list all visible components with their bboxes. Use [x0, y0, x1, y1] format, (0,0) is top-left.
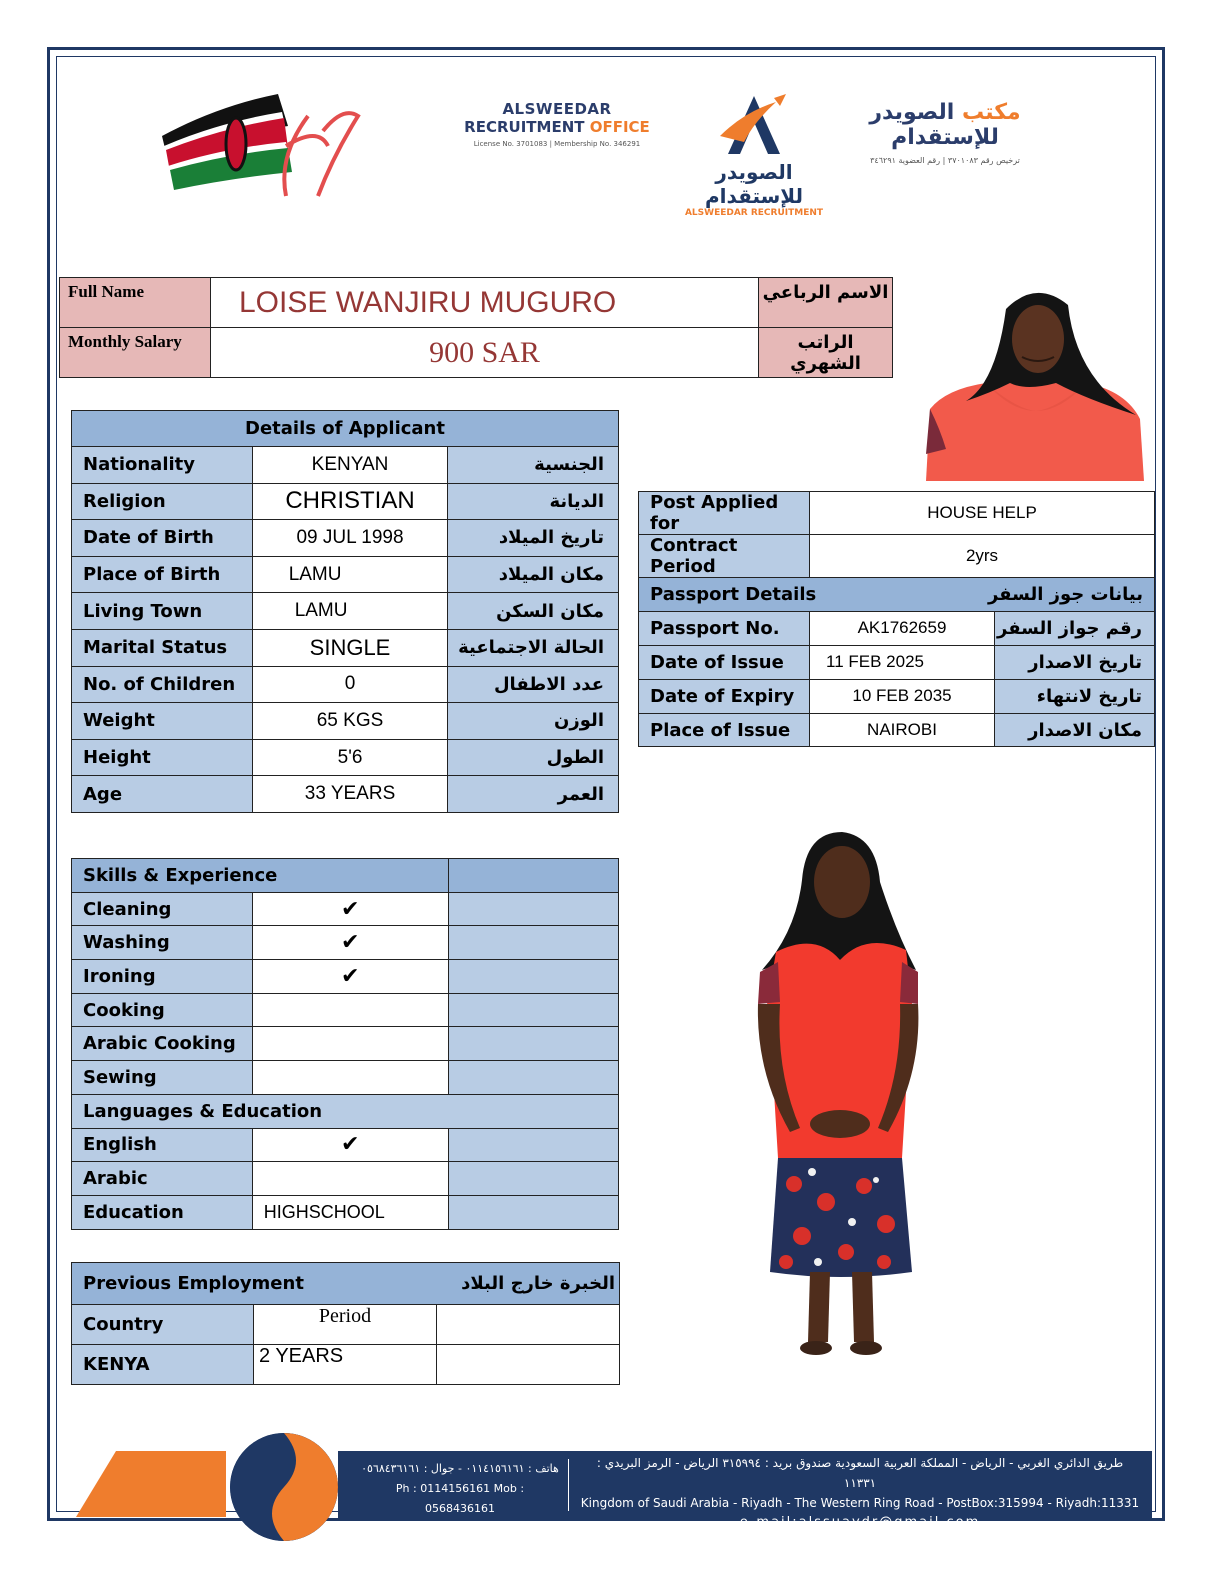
- detail-label: Marital Status: [72, 629, 253, 666]
- previous-employment-table: [71, 1262, 620, 1385]
- check-icon: ✔: [252, 1128, 448, 1162]
- contract-value: 2yrs: [810, 535, 1155, 578]
- skill-value: [252, 1027, 448, 1061]
- applicant-headshot-photo: [926, 279, 1144, 481]
- footer-phone-ar: هاتف : ٠١١٤١٥٦١٦١ - جوال : ٠٥٦٨٤٣٦١٦١: [361, 1462, 559, 1475]
- full-name-label-ar: الاسم الرباعي: [759, 278, 893, 328]
- skill-row: [72, 892, 619, 926]
- detail-row-height: [72, 739, 619, 776]
- passport-row: [639, 679, 1155, 713]
- detail-label-ar: الطول: [448, 739, 619, 776]
- detail-value: SINGLE: [252, 629, 448, 666]
- alsweedar-english-logo: [462, 100, 652, 148]
- skill-label: Cooking: [72, 993, 253, 1027]
- passport-label-ar: تاريخ الاصدار: [995, 645, 1155, 679]
- skill-label: Arabic Cooking: [72, 1027, 253, 1061]
- salary-value: 900 SAR: [211, 328, 759, 378]
- salary-label: Monthly Salary: [60, 328, 211, 378]
- detail-label: Religion: [72, 483, 253, 520]
- detail-row-dob: [72, 520, 619, 557]
- footer-address-ar: طريق الدائري الغربي - الرياض - المملكة العربية السعودية صندوق بريد : ٣١٥٩٩٤ الرياض - الرمز البريدي : ١١٣٣١: [596, 1456, 1124, 1490]
- contract-label: Contract Period: [639, 535, 810, 578]
- detail-label-ar: الحالة الاجتماعية: [448, 629, 619, 666]
- passport-value: NAIROBI: [810, 713, 995, 747]
- passport-label: Passport No.: [639, 611, 810, 645]
- kenya-flag-aj-logo: [158, 86, 368, 206]
- passport-row: [639, 611, 1155, 645]
- detail-row-nationality: [72, 447, 619, 484]
- logo-license-line: License No. 3701083 | Membership No. 346291: [473, 140, 641, 148]
- logo-line-2: RECRUITMENT OFFICE: [464, 118, 650, 136]
- skill-row: [72, 926, 619, 960]
- footer-email[interactable]: e-mail:alssuaydr@gmail.com: [739, 1515, 981, 1530]
- country-value: KENYA: [72, 1345, 254, 1385]
- skill-extra: [448, 960, 618, 994]
- detail-label: Living Town: [72, 593, 253, 630]
- full-name-label: Full Name: [60, 278, 211, 328]
- a-emblem-icon: [714, 92, 794, 158]
- education-extra: [448, 1195, 618, 1229]
- check-icon: ✔: [252, 960, 448, 994]
- passport-row: [639, 713, 1155, 747]
- passport-label: Date of Issue: [639, 645, 810, 679]
- previous-header-row: [72, 1263, 620, 1305]
- detail-label-ar: تاريخ الميلاد: [448, 520, 619, 557]
- previous-title-ar: الخبرة خارج البلاد: [461, 1273, 615, 1294]
- period-label: Period: [254, 1305, 437, 1345]
- skill-label: Cleaning: [72, 892, 253, 926]
- emblem-arabic-text: الصويدر للإستقدام: [705, 160, 803, 208]
- alsweedar-arabic-logo: [840, 100, 1050, 165]
- skills-table: [71, 858, 619, 1230]
- skill-extra: [448, 926, 618, 960]
- full-name-row: [60, 278, 893, 328]
- post-value: HOUSE HELP: [810, 492, 1155, 535]
- passport-section-row: [639, 578, 1155, 612]
- skill-value: [252, 993, 448, 1027]
- skill-extra: [448, 892, 618, 926]
- passport-value: 10 FEB 2035: [810, 679, 995, 713]
- previous-extra: [437, 1345, 620, 1385]
- passport-value: AK1762659: [810, 611, 995, 645]
- detail-label: Weight: [72, 703, 253, 740]
- detail-label: Nationality: [72, 447, 253, 484]
- footer-address-en: Kingdom of Saudi Arabia - Riyadh - The Western Ring Road - PostBox:315994 - Riyadh:11331: [580, 1496, 1140, 1510]
- detail-value: 65 KGS: [252, 703, 448, 740]
- details-header-row: [72, 411, 619, 447]
- skill-extra: [448, 993, 618, 1027]
- detail-value: LAMU: [252, 556, 448, 593]
- period-value: 2 YEARS: [254, 1345, 437, 1385]
- detail-row-age: [72, 776, 619, 813]
- salary-label-ar: الراتب الشهري: [759, 328, 893, 378]
- detail-value: LAMU: [252, 593, 448, 630]
- language-value: [252, 1162, 448, 1196]
- detail-row-religion: [72, 483, 619, 520]
- detail-label: No. of Children: [72, 666, 253, 703]
- skill-extra: [448, 1061, 618, 1095]
- passport-row: [639, 645, 1155, 679]
- language-row: [72, 1128, 619, 1162]
- detail-value: KENYAN: [252, 447, 448, 484]
- details-title: Details of Applicant: [72, 411, 619, 447]
- detail-label-ar: الوزن: [448, 703, 619, 740]
- skill-row: [72, 1027, 619, 1061]
- skill-label: Ironing: [72, 960, 253, 994]
- passport-section-header: [639, 578, 1155, 612]
- footer-orange-shape: [76, 1451, 226, 1517]
- passport-label-ar: تاريخ لانتهاء: [995, 679, 1155, 713]
- footer-phone-en: Ph : 0114156161 Mob : 0568436161: [395, 1482, 525, 1515]
- detail-label-ar: مكان الميلاد: [448, 556, 619, 593]
- language-row: [72, 1162, 619, 1196]
- detail-row-marital-status: [72, 629, 619, 666]
- passport-section-title-ar: بيانات جوز السفر: [987, 583, 1143, 605]
- language-label: Arabic: [72, 1162, 253, 1196]
- passport-section-title: Passport Details: [650, 583, 817, 605]
- footer-phone-block: [360, 1459, 560, 1519]
- detail-row-place-of-birth: [72, 556, 619, 593]
- detail-value: 5'6: [252, 739, 448, 776]
- previous-entry-row: [72, 1345, 620, 1385]
- check-icon: ✔: [252, 892, 448, 926]
- education-row: [72, 1195, 619, 1229]
- language-extra: [448, 1162, 618, 1196]
- passport-label: Place of Issue: [639, 713, 810, 747]
- check-icon: ✔: [252, 926, 448, 960]
- skills-header-empty: [448, 859, 618, 893]
- footer-divider: [568, 1459, 569, 1511]
- page-footer: [60, 1429, 1152, 1530]
- skill-label: Washing: [72, 926, 253, 960]
- language-extra: [448, 1128, 618, 1162]
- detail-label-ar: الجنسية: [448, 447, 619, 484]
- detail-label: Age: [72, 776, 253, 813]
- detail-label-ar: الديانة: [448, 483, 619, 520]
- passport-value: 11 FEB 2025: [810, 645, 995, 679]
- skill-row: [72, 1061, 619, 1095]
- emblem-english-text: ALSWEEDAR RECRUITMENT: [684, 208, 824, 218]
- detail-value: CHRISTIAN: [252, 483, 448, 520]
- detail-label: Date of Birth: [72, 520, 253, 557]
- salary-row: [60, 328, 893, 378]
- detail-label: Place of Birth: [72, 556, 253, 593]
- post-row: [639, 492, 1155, 535]
- skills-header-row: [72, 859, 619, 893]
- previous-header: [72, 1263, 620, 1305]
- passport-label: Date of Expiry: [639, 679, 810, 713]
- country-label: Country: [72, 1305, 254, 1345]
- detail-label-ar: مكان السكن: [448, 593, 619, 630]
- education-value: HIGHSCHOOL: [252, 1195, 448, 1229]
- arabic-logo-license: ترخيص رقم ٣٧٠١٠٨٣ | رقم العضوية ٣٤٦٢٩١: [870, 156, 1020, 165]
- previous-extra: [437, 1305, 620, 1345]
- skill-value: [252, 1061, 448, 1095]
- applicant-full-body-photo: [756, 832, 922, 1360]
- post-label: Post Applied for: [639, 492, 810, 535]
- detail-label-ar: العمر: [448, 776, 619, 813]
- detail-label-ar: عدد الاطفال: [448, 666, 619, 703]
- education-label: Education: [72, 1195, 253, 1229]
- language-label: English: [72, 1128, 253, 1162]
- previous-title: Previous Employment: [83, 1273, 304, 1294]
- skill-label: Sewing: [72, 1061, 253, 1095]
- skill-extra: [448, 1027, 618, 1061]
- detail-value: 0: [252, 666, 448, 703]
- alsweedar-emblem-logo: [684, 92, 824, 218]
- skills-title: Skills & Experience: [72, 859, 449, 893]
- footer-address-block: [580, 1453, 1140, 1533]
- detail-value: 09 JUL 1998: [252, 520, 448, 557]
- detail-value: 33 YEARS: [252, 776, 448, 813]
- skill-row: [72, 993, 619, 1027]
- skill-row: [72, 960, 619, 994]
- detail-row-weight: [72, 703, 619, 740]
- detail-row-children: [72, 666, 619, 703]
- contract-row: [639, 535, 1155, 578]
- logo-line-1: ALSWEEDAR: [502, 100, 612, 118]
- arabic-logo-title: مكتب الصويدر للإستقدام: [869, 100, 1021, 150]
- passport-label-ar: رقم جواز السفر: [995, 611, 1155, 645]
- languages-header-row: [72, 1094, 619, 1128]
- previous-columns-row: [72, 1305, 620, 1345]
- applicant-details-table: [71, 410, 619, 813]
- name-salary-table: [59, 277, 893, 378]
- post-passport-table: [638, 491, 1155, 747]
- detail-row-living-town: [72, 593, 619, 630]
- footer-circle-logo: [230, 1433, 338, 1541]
- languages-title: Languages & Education: [72, 1094, 619, 1128]
- detail-label: Height: [72, 739, 253, 776]
- full-name-value: LOISE WANJIRU MUGURO: [211, 278, 759, 328]
- passport-label-ar: مكان الاصدار: [995, 713, 1155, 747]
